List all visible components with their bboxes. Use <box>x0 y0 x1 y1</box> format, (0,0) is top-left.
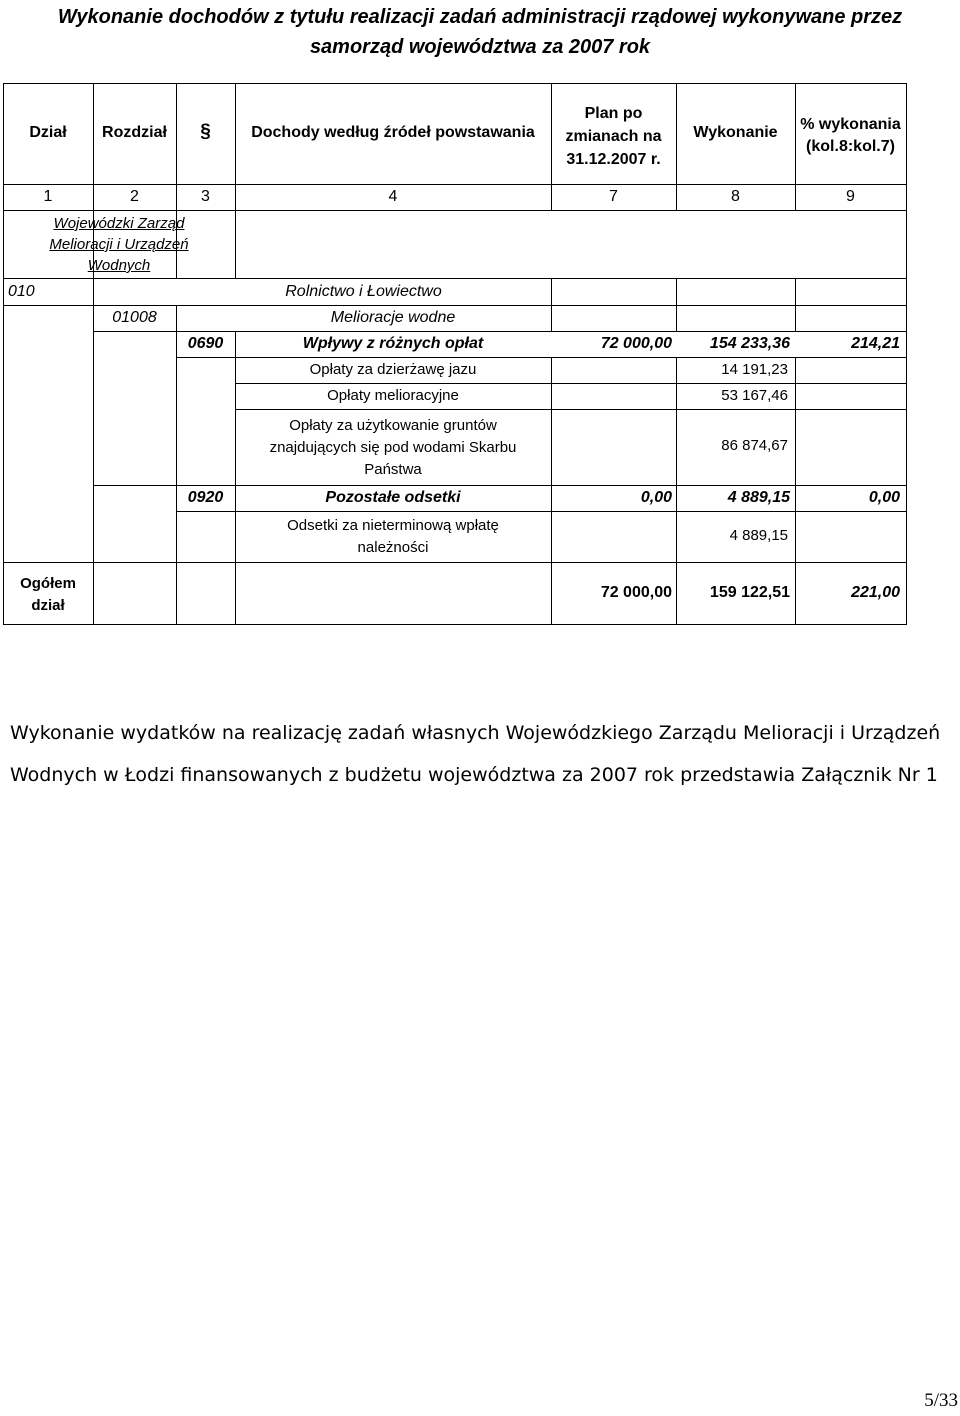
header-procent: % wykonania (kol.8:kol.7) <box>800 116 901 155</box>
header-dochody: Dochody według źródeł powstawania <box>251 124 535 141</box>
table-border-top <box>3 83 907 84</box>
dzial-code: 010 <box>8 283 35 300</box>
sub-dzierzawa-exec: 14 191,23 <box>721 361 788 378</box>
col-divider <box>551 278 552 331</box>
colnum-7: 7 <box>609 188 618 205</box>
row-divider <box>3 278 907 279</box>
row-divider <box>3 184 907 185</box>
sub-grunty-exec: 86 874,67 <box>721 437 788 454</box>
sub-melioracyjne-name: Opłaty melioracyjne <box>327 387 459 404</box>
footer-line-2: Wodnych w Łodzi finansowanych z budżetu województwa za 2007 rok przedstawia Załącznik Nr 1 <box>10 764 938 786</box>
p0920-plan: 0,00 <box>640 489 672 506</box>
header-wykonanie: Wykonanie <box>693 124 778 141</box>
total-exec: 159 122,51 <box>709 584 790 601</box>
col-divider <box>176 305 177 625</box>
row-divider <box>235 383 907 384</box>
table-border-bottom <box>3 624 907 625</box>
unit-name: Wojewódzki Zarząd Melioracji i Urządzeń Wodnych <box>49 215 189 274</box>
row-divider <box>235 409 907 410</box>
p0690-name: Wpływy z różnych opłat <box>302 335 484 352</box>
col-divider <box>93 83 94 625</box>
header-rozdzial: Rozdział <box>102 124 167 141</box>
row-divider <box>176 511 907 512</box>
p0690-code: 0690 <box>187 335 224 352</box>
col-divider <box>676 278 677 331</box>
total-label: Ogółem dział <box>20 575 76 614</box>
colnum-8: 8 <box>731 188 740 205</box>
sub-grunty-name: Opłaty za użytkowanie gruntów znajdujących się pod wodami Skarbu Państwa <box>269 417 517 478</box>
row-divider <box>3 305 907 306</box>
p0690-exec: 154 233,36 <box>709 335 790 352</box>
row-divider <box>93 331 907 332</box>
p0690-pct: 214,21 <box>851 335 900 352</box>
total-pct: 221,00 <box>851 584 900 601</box>
row-divider <box>176 357 907 358</box>
header-plan: Plan po zmianach na 31.12.2007 r. <box>565 105 662 168</box>
sub-dzierzawa-name: Opłaty za dzierżawę jazu <box>309 361 477 378</box>
sub-odsetki-name: Odsetki za nieterminową wpłatę należności <box>287 517 499 556</box>
footer-line-1: Wykonanie wydatków na realizację zadań własnych Wojewódzkiego Zarządu Melioracji i Urządzeń <box>10 722 941 744</box>
p0920-pct: 0,00 <box>868 489 900 506</box>
colnum-9: 9 <box>846 188 855 205</box>
title-line-2: samorząd województwa za 2007 rok <box>309 36 651 58</box>
row-divider <box>3 562 907 563</box>
colnum-1: 1 <box>43 188 53 205</box>
colnum-4: 4 <box>388 188 398 205</box>
rozdzial-name: Melioracje wodne <box>330 309 456 326</box>
rozdzial-code: 01008 <box>112 309 157 326</box>
sub-odsetki-exec: 4 889,15 <box>729 527 788 544</box>
sub-melioracyjne-exec: 53 167,46 <box>721 387 788 404</box>
dzial-name: Rolnictwo i Łowiectwo <box>285 283 442 300</box>
col-divider <box>795 278 796 331</box>
header-dzial: Dział <box>29 124 67 141</box>
colnum-3: 3 <box>201 188 210 205</box>
table-border-right <box>906 83 907 625</box>
title-line-1: Wykonanie dochodów z tytułu realizacji zadań administracji rządowej wykonywane przez <box>57 6 903 28</box>
colnum-2: 2 <box>130 188 139 205</box>
row-divider <box>3 210 907 211</box>
document-title <box>0 2 960 62</box>
p0690-plan: 72 000,00 <box>600 335 672 352</box>
p0920-exec: 4 889,15 <box>727 489 790 506</box>
table-border-left <box>3 83 4 625</box>
p0920-code: 0920 <box>187 489 224 506</box>
header-paragraph: § <box>200 121 211 142</box>
row-divider <box>93 485 907 486</box>
page-number: 5/33 <box>924 1390 958 1411</box>
total-plan: 72 000,00 <box>600 584 672 601</box>
p0920-name: Pozostałe odsetki <box>325 489 461 506</box>
col-divider <box>235 83 236 279</box>
